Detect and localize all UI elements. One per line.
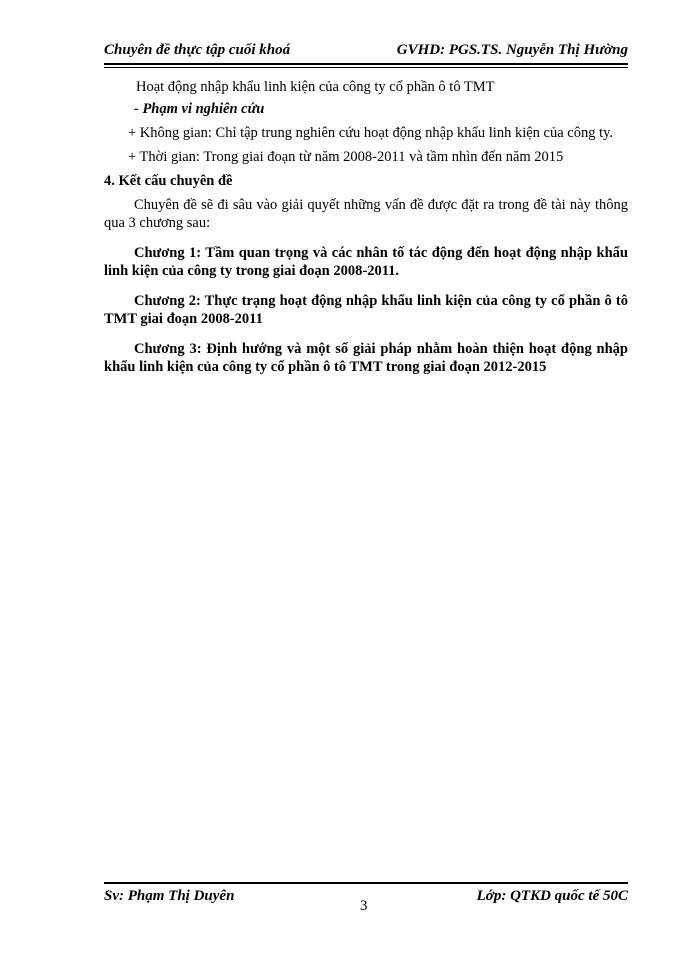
footer-student: Sv: Phạm Thị Duyên (104, 888, 235, 904)
chapter-3: Chương 3: Định hướng và một số giải pháp nhằm hoàn thiện hoạt động nhập khẩu linh kiện của công ty cổ phần ô tô TMT trong giai đoạn 2012-2015 (104, 341, 628, 375)
page-number: 3 (360, 898, 368, 914)
header-supervisor: GVHD: PGS.TS. Nguyễn Thị Hường (396, 42, 628, 58)
chapter-1: Chương 1: Tầm quan trọng và các nhân tố tác động đến hoạt động nhập khẩu linh kiện của công ty trong giai đoạn 2008-2011. (104, 245, 628, 279)
header-title: Chuyên đề thực tập cuối khoá (104, 42, 291, 58)
chapter-2: Chương 2: Thực trạng hoạt động nhập khẩu linh kiện của công ty cổ phần ô tô TMT giai đoạn 2008-2011 (104, 293, 628, 327)
scope-heading: - Phạm vi nghiên cứu (134, 101, 265, 117)
document-body (104, 78, 628, 376)
paragraph-line1: Hoạt động nhập khẩu linh kiện của công ty cổ phần ô tô TMT (136, 79, 495, 95)
scope-space: + Không gian: Chỉ tập trung nghiên cứu hoạt động nhập khẩu linh kiện của công ty. (128, 125, 614, 141)
page-header (104, 40, 628, 64)
scope-time: + Thời gian: Trong giai đoạn từ năm 2008-2011 và tầm nhìn đến năm 2015 (128, 149, 564, 165)
footer-rule-thick (104, 882, 628, 884)
header-rule-thick (104, 63, 628, 65)
section-4-heading: 4. Kết cấu chuyên đề (104, 173, 233, 189)
intro-paragraph: Chuyên đề sẽ đi sâu vào giải quyết những vấn đề được đặt ra trong đề tài này thông qua 3 chương sau: (104, 197, 628, 231)
header-rule-thin (104, 67, 628, 68)
footer-class: Lớp: QTKD quốc tế 50C (476, 888, 628, 904)
